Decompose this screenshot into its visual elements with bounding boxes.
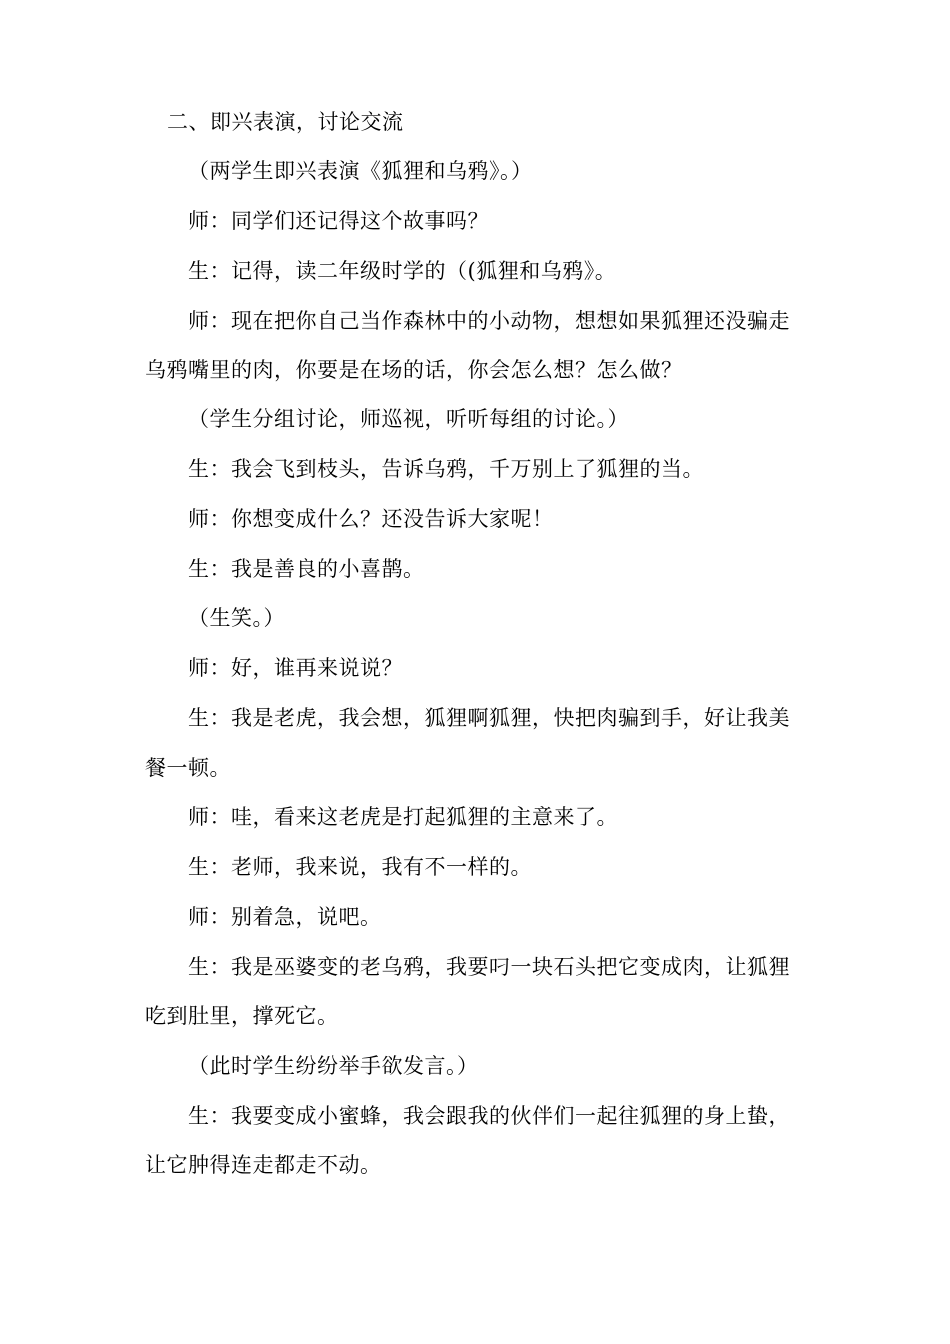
paragraph-line: （学生分组讨论，师巡视，听听每组的讨论。）	[188, 407, 629, 431]
paragraph-line: 生：我会飞到枝头，告诉乌鸦，千万别上了狐狸的当。	[188, 457, 704, 481]
paragraph-line: 师：同学们还记得这个故事吗？	[188, 209, 489, 233]
paragraph-line: 乌鸦嘴里的肉，你要是在场的话，你会怎么想？怎么做？	[145, 358, 683, 382]
paragraph-line: （两学生即兴表演《狐狸和乌鸦》。）	[188, 159, 533, 183]
paragraph-line: 师：现在把你自己当作森林中的小动物，想想如果狐狸还没骗走	[188, 309, 790, 333]
paragraph-line: 师：你想变成什么？还没告诉大家呢！	[188, 507, 554, 531]
paragraph-line: 生：我是老虎，我会想，狐狸啊狐狸，快把肉骗到手，好让我美	[188, 706, 790, 730]
paragraph-line: 生：我是巫婆变的老乌鸦，我要叼一块石头把它变成肉，让狐狸	[188, 955, 790, 979]
paragraph-line: 生：记得，读二年级时学的（(狐狸和乌鸦》。	[188, 259, 617, 283]
paragraph-line: 生：我要变成小蜜蜂，我会跟我的伙伴们一起往狐狸的身上蛰，	[188, 1104, 790, 1128]
paragraph-line: 餐一顿。	[145, 756, 231, 780]
paragraph-line: 生：老师，我来说，我有不一样的。	[188, 855, 532, 879]
paragraph-line: 师：哇，看来这老虎是打起狐狸的主意来了。	[188, 805, 618, 829]
paragraph-line: 师：别着急，说吧。	[188, 905, 382, 929]
paragraph-line: 生：我是善良的小喜鹊。	[188, 557, 425, 581]
paragraph-line: 师：好，谁再来说说？	[188, 656, 403, 680]
paragraph-line: 吃到肚里，撑死它。	[145, 1004, 339, 1028]
paragraph-line: （此时学生纷纷举手欲发言。）	[188, 1054, 479, 1078]
paragraph-line: 让它肿得连走都走不动。	[145, 1153, 382, 1177]
section-heading: 二、即兴表演，讨论交流	[167, 110, 404, 134]
paragraph-line: （生笑。）	[188, 606, 285, 630]
